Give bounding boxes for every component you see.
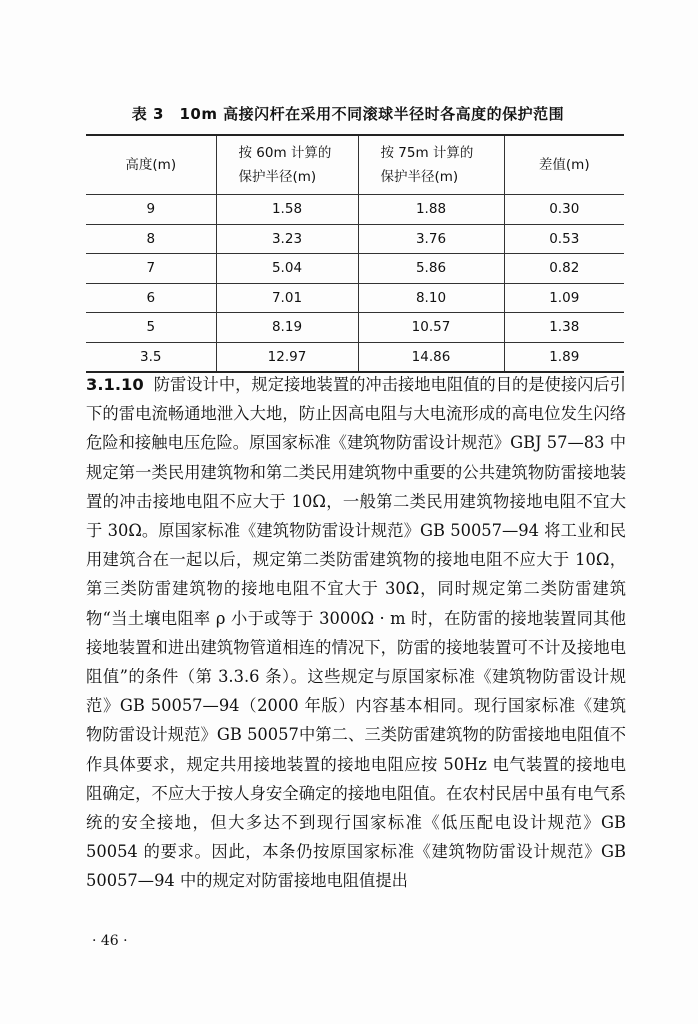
page-number: · 46 · [92,933,128,949]
table-row [86,283,624,313]
difference-cell: 1.89 [504,342,624,372]
radius-60m-cell: 7.01 [216,283,358,313]
header-radius-75m: 按 75m 计算的 保护半径(m) [358,135,504,195]
section-paragraph [86,370,626,896]
difference-cell: 1.38 [504,313,624,343]
difference-cell: 0.53 [504,224,624,254]
table-row [86,195,624,225]
difference-cell: 0.82 [504,254,624,284]
radius-60m-cell: 8.19 [216,313,358,343]
header-radius-60m: 按 60m 计算的 保护半径(m) [216,135,358,195]
height-cell: 5 [86,313,216,343]
header-difference: 差值(m) [504,135,624,195]
radius-75m-cell: 8.10 [358,283,504,313]
radius-60m-cell: 5.04 [216,254,358,284]
difference-cell: 0.30 [504,195,624,225]
table-row [86,224,624,254]
radius-75m-cell: 1.88 [358,195,504,225]
header-height: 高度(m) [86,135,216,195]
radius-75m-cell: 3.76 [358,224,504,254]
radius-75m-cell: 10.57 [358,313,504,343]
table-row [86,254,624,284]
radius-75m-cell: 5.86 [358,254,504,284]
table-header-row [86,135,624,195]
height-cell: 3.5 [86,342,216,372]
radius-60m-cell: 1.58 [216,195,358,225]
table-row [86,313,624,343]
table-row [86,342,624,372]
height-cell: 8 [86,224,216,254]
height-cell: 7 [86,254,216,284]
difference-cell: 1.09 [504,283,624,313]
radius-75m-cell: 14.86 [358,342,504,372]
table-title: 表 3 10m 高接闪杆在采用不同滚球半径时各高度的保护范围 [131,105,565,123]
section-text: 防雷设计中，规定接地装置的冲击接地电阻值的目的是使接闪后引下的雷电流畅通地泄入大地，防止因高电阻与大电流形成的高电位发生闪络危险和接触电压危险。原国家标准《建筑物防雷设计规范》GBJ 57—83 中规定第一类民用建筑物和第二类民用建筑物中重要的公共建筑物防雷接地装置的冲击接地电阻不应大于 10Ω，一般第二类民用建筑物接地电阻不宜大于 30Ω。原国家标准《建筑物防雷设计规范》GB 50057—94 将工业和民用建筑合在一起以后，规定第二类防雷建筑物的接地电阻不应大于 10Ω，第三类防雷建筑物的接地电阻不宜大于 30Ω，同时规定第二类防雷建筑物“当土壤电阻率 ρ 小于或等于 3000Ω · m 时，在防雷的接地装置同其他接地装置和进出建筑物管道相连的情况下，防雷的接地装置可不计及接地电阻值”的条件（第 3.3.6 条）。这些规定与原国家标准《建筑物防雷设计规范》GB 50057—94（2000 年版）内容基本相同。现行国家标准《建筑物防雷设计规范》GB 50057中第二、三类防雷建筑物的防雷接地电阻值不作具体要求，规定共用接地装置的接地电阻应按 50Hz 电气装置的接地电阻确定，不应大于按人身安全确定的接地电阻值。在农村民居中虽有电气系统的安全接地，但大多达不到现行国家标准《低压配电设计规范》GB 50054 的要求。因此，本条仍按原国家标准《建筑物防雷设计规范》GB 50057—94 中的规定对防雷接地电阻值提出 [86,375,626,891]
height-cell: 9 [86,195,216,225]
radius-60m-cell: 3.23 [216,224,358,254]
table-body [86,195,624,373]
section-number: 3.1.10 [86,375,144,394]
protection-range-table [86,134,624,373]
radius-60m-cell: 12.97 [216,342,358,372]
height-cell: 6 [86,283,216,313]
